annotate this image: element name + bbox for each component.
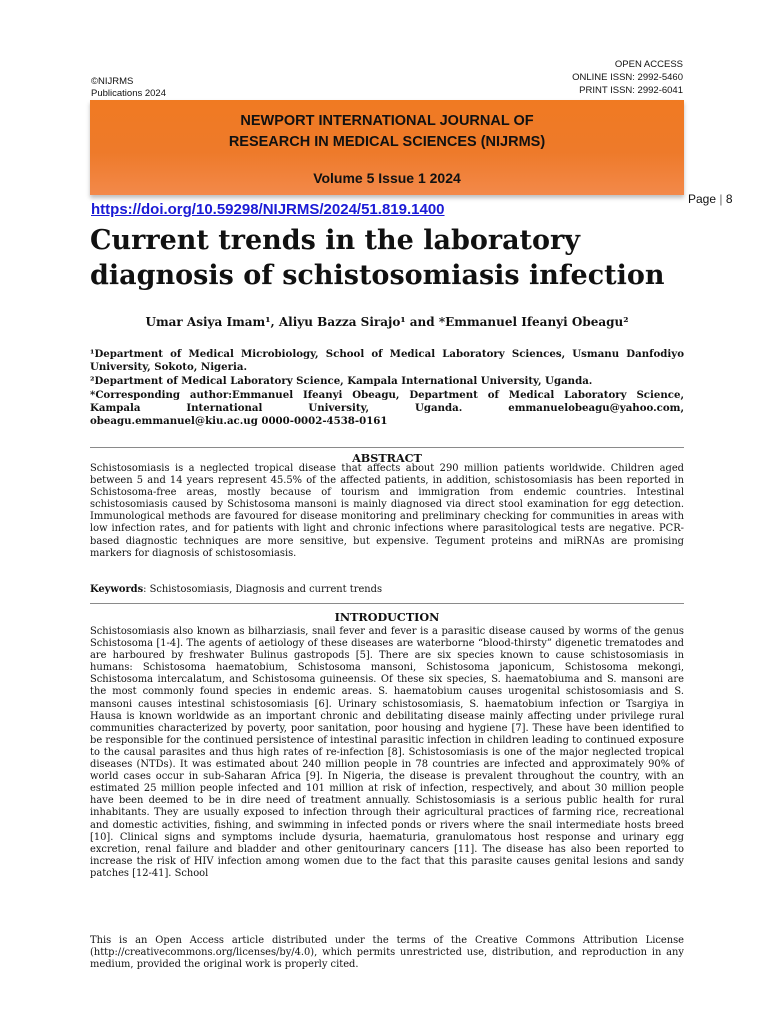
journal-name-line2: RESEARCH IN MEDICAL SCIENCES (NIJRMS) bbox=[228, 134, 546, 150]
print-issn: PRINT ISSN: 2992-6041 bbox=[579, 85, 683, 96]
article-title: Current trends in the laboratory diagnosis of schistosomiasis infection bbox=[90, 225, 665, 291]
introduction-text: Schistosomiasis also known as bilharziasis, snail fever and fever is a parasitic disease caused by worms of the genus Schistosoma [1-4]. The agents of aetiology of these diseases are waterborne “blood-thirsty” digenetic trematodes and are harboured by freshwater Bulinus gastropods [5]. There are six species known to cause schistosomiasis in humans: Schistosoma haematobium, Schistosoma mansoni, Schistosoma japonicum, Schistosoma mekongi, Schistosoma intercalatum, and Schistosoma guineensis. Of these six species, S. haematobiuma and S. mansoni are the most commonly found species in endemic areas. S. haematobium causes urogenital schistosomiasis and S. mansoni causes intestinal schistosomiasis [6]. Urinary schistosomiasis, S. haematobium infection or Tsargiya in Hausa is known worldwide as an important chronic and debilitating disease mainly affecting under privilege rural communities characterized by poverty, poor sanitation, poor housing and hygiene [7]. These have been identified to be responsible for the continued persistence of intestinal parasitic infection in children leading to continued exposure to the causal parasites and thus high rates of re-infection [8]. Schistosomiasis is one of the major neglected tropical diseases (NTDs). It was estimated about 240 million people in 78 countries are infected and approximately 90% of world cases occur in sub-Saharan Africa [9]. In Nigeria, the disease is prevalent throughout the country, with an estimated 25 million people infected and 101 million at risk of infection, respectively, and about 30 million people have been deemed to be in dire need of treatment annually. Schistosomiasis is a serious public health for rural inhabitants. They are usually exposed to infection through their agricultural practices of farming rice, recreational and domestic activities, fishing, and swimming in infected ponds or rivers where the snail intermediate hosts breed [10]. Clinical signs and symptoms include dysuria, haematuria, granulomatous host response and urinary egg excretion, renal failure and bladder and other genitourinary cancers [11]. The disease has also been reported to increase the risk of HIV infection among women due to the fact that this parasite causes genital lesions and sandy patches [12-41]. School bbox=[90, 626, 684, 879]
online-issn: ONLINE ISSN: 2992-5460 bbox=[572, 72, 683, 83]
journal-name-line1: NEWPORT INTERNATIONAL JOURNAL OF bbox=[240, 113, 534, 129]
author-list: Umar Asiya Imam¹, Aliyu Bazza Sirajo¹ and *Emmanuel Ifeanyi Obeagu² bbox=[145, 315, 629, 329]
publisher-copyright bbox=[91, 76, 166, 100]
issn-block bbox=[572, 58, 683, 97]
journal-name bbox=[90, 111, 684, 153]
keywords-line bbox=[90, 584, 684, 596]
page-value: 8 bbox=[725, 192, 733, 206]
abstract-top-divider bbox=[90, 447, 684, 448]
page-number bbox=[688, 192, 733, 206]
affiliation-2: ²Department of Medical Laboratory Science, Kampala International University, Uganda. bbox=[90, 375, 593, 387]
page-separator: | bbox=[719, 192, 723, 206]
affiliations bbox=[90, 348, 684, 429]
abstract-heading: ABSTRACT bbox=[352, 451, 422, 465]
open-access-label: OPEN ACCESS bbox=[614, 59, 683, 70]
publications-year: Publications 2024 bbox=[91, 88, 166, 99]
license-note: This is an Open Access article distributed under the terms of the Creative Commons Attribution License (http://creativecommons.org/licenses/by/4.0), which permits unrestricted use, distribution, and reproduction in any medium, provided the original work is properly cited. bbox=[90, 935, 684, 971]
copyright-line: ©NIJRMS bbox=[91, 76, 134, 87]
volume-issue: Volume 5 Issue 1 2024 bbox=[313, 170, 461, 186]
affiliation-1: ¹Department of Medical Microbiology, School of Medical Laboratory Sciences, Usmanu Danfodiyo University, Sokoto, Nigeria. bbox=[90, 348, 684, 373]
introduction-heading: INTRODUCTION bbox=[334, 610, 440, 624]
corresponding-author: *Corresponding author:Emmanuel Ifeanyi Obeagu, Department of Medical Laboratory Science, Kampala International University, Uganda. emmanuelobeagu@yahoo.com, obeagu.emmanuel@kiu.ac.ug 0000-0002-4538-0161 bbox=[90, 389, 684, 427]
abstract-bottom-divider bbox=[90, 603, 684, 604]
abstract-text: Schistosomiasis is a neglected tropical disease that affects about 290 million patients worldwide. Children aged between 5 and 14 years represent 45.5% of the affected patients, in addition, schistosomiasis has been reported in Schistosoma-free areas, mostly because of tourism and immigration from endemic countries. Intestinal schistosomiasis caused by Schistosoma mansoni is mainly diagnosed via direct stool examination for egg detection. Immunological methods are favoured for disease monitoring and preliminary checking for communities in areas with low infection rates, and for patients with light and chronic infections where parasitological tests are negative. PCR-based diagnostic techniques are more sensitive, but expensive. Tegument proteins and miRNAs are promising markers for diagnosis of schistosomiasis. bbox=[90, 463, 684, 559]
keywords-label: Keywords bbox=[90, 584, 144, 595]
keywords-list: : Schistosomiasis, Diagnosis and current trends bbox=[143, 584, 383, 595]
page-label: Page bbox=[688, 192, 717, 206]
doi-link[interactable]: https://doi.org/10.59298/NIJRMS/2024/51.819.1400 bbox=[91, 201, 445, 218]
journal-banner bbox=[90, 100, 684, 195]
